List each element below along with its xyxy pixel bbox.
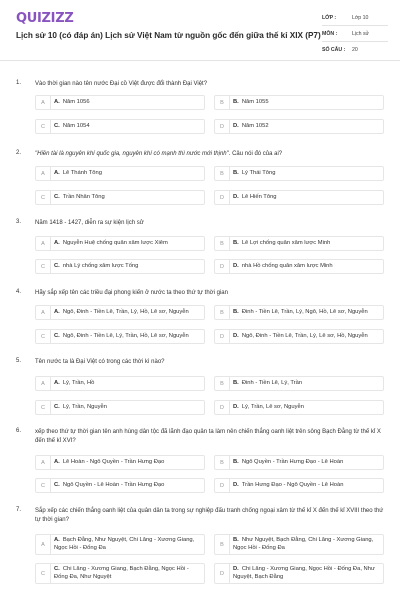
option-c[interactable]: [35, 329, 205, 344]
option-text: Ngô, Đinh - Tiền Lê, Lý, Trần, Hồ, Lê sơ, Nguyễn: [62, 332, 189, 339]
option-b[interactable]: [214, 455, 384, 470]
question-number: 2.: [16, 150, 22, 156]
option-d[interactable]: [214, 478, 384, 493]
option-text: Ngô Quyền - Trần Hưng Đạo - Lê Hoàn: [241, 458, 344, 465]
option-letter: B.: [233, 98, 239, 105]
option-text: Chi Lăng - Xương Giang, Ngọc Hồi - Đống Đa, Như Nguyệt, Bạch Đằng: [233, 566, 375, 580]
meta-row-subject: [322, 26, 388, 42]
option-badge: B: [215, 456, 230, 469]
option-b[interactable]: [214, 95, 384, 110]
option-text: Lý, Trần, Hồ: [62, 379, 95, 386]
option-badge: C: [36, 479, 51, 492]
meta-label: LỚP :: [322, 14, 337, 21]
option-text: Ngô, Đinh - Tiền Lê, Trần, Lý, Hồ, Lê sơ, Nguyễn: [62, 308, 189, 315]
option-a[interactable]: [35, 376, 205, 391]
option-letter: A.: [54, 98, 60, 105]
option-letter: C.: [54, 481, 60, 488]
question-text: Vào thời gian nào tên nước Đại cồ Việt được đổi thành Đại Việt?: [35, 81, 208, 87]
option-c[interactable]: [35, 119, 205, 134]
option-b[interactable]: [214, 236, 384, 251]
option-badge: D: [215, 479, 230, 492]
option-text: Trần Nhân Tông: [62, 193, 105, 200]
option-letter: D.: [233, 332, 239, 339]
question-text: Năm 1418 - 1427, diễn ra sự kiện lịch sử: [35, 220, 144, 226]
option-text: nhà Lý chống xâm lược Tống: [62, 262, 139, 269]
option-a[interactable]: [35, 166, 205, 181]
option-badge: D: [215, 191, 230, 204]
option-text: Như Nguyệt, Bạch Đằng, Chi Lăng - Xương Giang, Ngọc Hồi - Đống Đa: [233, 537, 374, 551]
option-text: Chi Lăng - Xương Giang, Bạch Đằng, Ngọc Hồi - Đống Đa, Như Nguyệt: [54, 566, 189, 580]
option-letter: A.: [54, 308, 60, 315]
option-badge: D: [215, 564, 230, 583]
question-quote: "Hiền tài là nguyên khí quốc gia, nguyên khí có mạnh thì nước mới thịnh": [35, 151, 229, 157]
option-letter: D.: [233, 403, 239, 410]
option-text: Năm 1052: [241, 122, 269, 129]
meta-table: [322, 10, 388, 57]
option-c[interactable]: [35, 400, 205, 415]
option-letter: A.: [54, 379, 60, 386]
option-text: Bạch Đằng, Như Nguyệt, Chi Lăng - Xương Giang, Ngọc Hồi - Đống Đa: [54, 537, 195, 551]
option-badge: A: [36, 96, 51, 109]
option-letter: A.: [54, 169, 60, 176]
question-number: 5.: [16, 358, 22, 364]
option-c[interactable]: [35, 478, 205, 493]
question-number: 4.: [16, 289, 22, 295]
option-text: nhà Hồ chống quân xâm lược Minh: [241, 262, 333, 269]
option-letter: A.: [54, 458, 60, 465]
option-text: Đinh - Tiền Lê, Lý, Trần: [241, 379, 303, 386]
option-letter: C.: [54, 566, 60, 572]
header-divider: [0, 60, 400, 61]
option-badge: D: [215, 260, 230, 273]
option-badge: C: [36, 191, 51, 204]
option-badge: C: [36, 260, 51, 273]
meta-row-class: [322, 10, 388, 26]
option-letter: D.: [233, 193, 239, 200]
option-badge: D: [215, 330, 230, 343]
option-badge: B: [215, 535, 230, 554]
option-c[interactable]: [35, 190, 205, 205]
option-badge: B: [215, 377, 230, 390]
option-d[interactable]: [214, 329, 384, 344]
option-letter: B.: [233, 379, 239, 386]
option-letter: B.: [233, 458, 239, 465]
option-b[interactable]: [214, 376, 384, 391]
option-badge: B: [215, 167, 230, 180]
question-text: Tên nước ta là Đại Việt có trong các thời kì nào?: [35, 359, 165, 365]
option-a[interactable]: [35, 305, 205, 320]
option-badge: B: [215, 96, 230, 109]
meta-value: 20: [352, 46, 358, 53]
option-text: Lê Hiến Tông: [241, 193, 277, 200]
option-letter: C.: [54, 332, 60, 339]
option-letter: B.: [233, 239, 239, 246]
option-d[interactable]: [214, 119, 384, 134]
option-letter: C.: [54, 262, 60, 269]
meta-value: Lớp 10: [352, 14, 369, 21]
option-letter: C.: [54, 122, 60, 129]
option-badge: C: [36, 564, 51, 583]
question-text: xếp theo thứ tự thời gian tên anh hùng dân tộc đã lãnh đạo quân ta làm nên chiến thắng oanh liệt trên sông Bạch Đằng từ thế kỉ X đến thế kỉ XVI?: [35, 429, 381, 444]
option-text: Lê Hoàn - Ngô Quyền - Trần Hưng Đạo: [62, 458, 165, 465]
question-tail: . Câu nói đó của ai?: [228, 151, 283, 157]
option-text: Ngô Quyền - Lê Hoàn - Trần Hưng Đạo: [62, 481, 165, 488]
meta-value: Lịch sử: [352, 30, 370, 37]
option-badge: C: [36, 401, 51, 414]
page-title: Lịch sử 10 (có đáp án) Lịch sử Việt Nam từ nguồn gốc đến giữa thế kỉ XIX (P7): [16, 31, 321, 40]
option-a[interactable]: [35, 534, 205, 555]
option-badge: D: [215, 401, 230, 414]
option-a[interactable]: [35, 95, 205, 110]
option-text: Ngô, Đinh - Tiền Lê, Trần, Lý, Lê sơ, Hồ, Nguyễn: [241, 332, 368, 339]
option-letter: C.: [54, 403, 60, 410]
question-number: 7.: [16, 507, 22, 513]
option-text: Lý Thái Tông: [241, 169, 276, 176]
question-number: 3.: [16, 219, 22, 225]
meta-label: SỐ CÂU :: [322, 46, 346, 53]
quizizz-logo: QUIZIZZ: [16, 11, 74, 26]
question-text: Hãy sắp xếp tên các triều đại phong kiến ở nước ta theo thứ tự thời gian: [35, 290, 228, 296]
option-text: Nguyễn Huệ chống quân xâm lược Xiêm: [62, 239, 168, 246]
option-d[interactable]: [214, 259, 384, 274]
question-text: Sắp xếp các chiến thắng oanh liệt của quân dân ta trong sự nghiệp đấu tranh chống ngoại xâm từ thế kỉ X đến thế kỉ XVIII theo thứ tự thời gian?: [35, 508, 384, 523]
option-b[interactable]: [214, 305, 384, 320]
option-c[interactable]: [35, 563, 205, 584]
option-badge: A: [36, 456, 51, 469]
option-letter: D.: [233, 566, 239, 572]
option-text: Lý, Trần, Nguyễn: [62, 403, 107, 410]
meta-row-count: [322, 42, 388, 57]
option-letter: A.: [54, 239, 60, 246]
option-c[interactable]: [35, 259, 205, 274]
option-b[interactable]: [214, 166, 384, 181]
option-badge: B: [215, 306, 230, 319]
option-badge: A: [36, 237, 51, 250]
option-badge: A: [36, 167, 51, 180]
option-text: Lê Lợi chống quân xâm lược Minh: [241, 239, 331, 246]
option-letter: C.: [54, 193, 60, 200]
meta-label: MÔN :: [322, 30, 338, 37]
option-d[interactable]: [214, 190, 384, 205]
option-text: Năm 1055: [241, 98, 269, 105]
option-b[interactable]: [214, 534, 384, 555]
option-letter: A.: [54, 537, 60, 543]
question-number: 1.: [16, 80, 22, 86]
question-text: [35, 150, 385, 159]
option-letter: D.: [233, 122, 239, 129]
option-text: Đinh - Tiền Lê, Trần, Lý, Ngô, Hồ, Lê sơ, Nguyễn: [241, 308, 368, 315]
option-text: Trần Hưng Đạo - Ngô Quyền - Lê Hoàn: [241, 481, 344, 488]
option-d[interactable]: [214, 563, 384, 584]
option-letter: D.: [233, 481, 239, 488]
option-badge: B: [215, 237, 230, 250]
option-d[interactable]: [214, 400, 384, 415]
option-badge: C: [36, 120, 51, 133]
question-number: 6.: [16, 428, 22, 434]
option-text: Năm 1056: [62, 98, 90, 105]
option-text: Lý, Trần, Lê sơ, Nguyễn: [241, 403, 304, 410]
option-badge: A: [36, 377, 51, 390]
option-letter: B.: [233, 308, 239, 315]
option-a[interactable]: [35, 236, 205, 251]
option-letter: D.: [233, 262, 239, 269]
option-badge: D: [215, 120, 230, 133]
option-letter: B.: [233, 169, 239, 176]
option-badge: C: [36, 330, 51, 343]
option-badge: A: [36, 306, 51, 319]
option-text: Lê Thánh Tông: [62, 169, 102, 176]
option-badge: A: [36, 535, 51, 554]
option-letter: B.: [233, 537, 239, 543]
option-a[interactable]: [35, 455, 205, 470]
option-text: Năm 1054: [62, 122, 90, 129]
